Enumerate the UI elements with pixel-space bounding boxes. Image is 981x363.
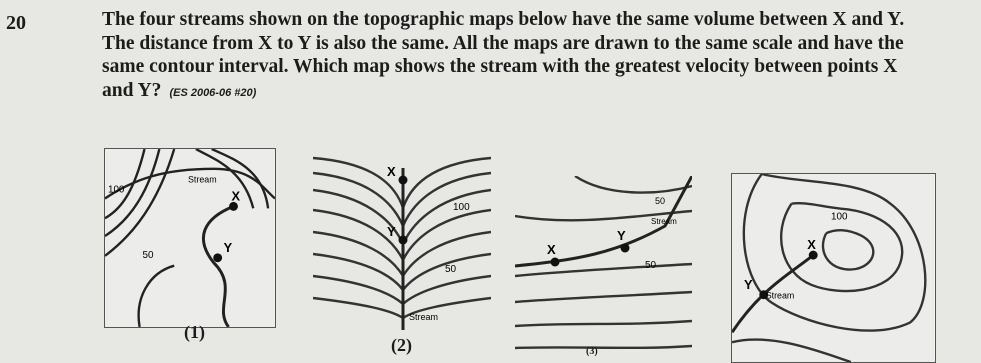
- map-3-caption: (3): [586, 346, 598, 357]
- map-3-x-label: X: [547, 242, 556, 257]
- map-3-stream-label: Stream: [651, 217, 677, 226]
- question-body: The four streams shown on the topographic maps below have the same volume between X and Y. The distance from X to Y is also the same. All the maps are drawn to the same scale and have the same contour interval. Which map shows the stream with the greatest velocity between points X and Y?: [102, 9, 905, 101]
- map-2-point-x: [399, 176, 408, 185]
- map-1-contour-label-50: 50: [142, 249, 154, 261]
- map-4-x-label: X: [807, 237, 816, 253]
- map-2-drawing: [313, 148, 491, 330]
- map-1-caption: (1): [184, 322, 205, 342]
- map-2-x-label: X: [387, 164, 396, 179]
- map-3-y-label: Y: [617, 228, 626, 243]
- map-3-point-y: [621, 244, 630, 253]
- map-4-stream-label: Stream: [765, 290, 795, 301]
- map-2-y-label: Y: [387, 224, 396, 239]
- map-1-x-label: X: [231, 188, 241, 204]
- map-4-contours: [732, 174, 925, 362]
- map-2-point-y: [399, 236, 408, 245]
- map-2-contour-label-100: 100: [453, 202, 470, 213]
- map-1-drawing: [105, 149, 275, 327]
- map-4-y-label: Y: [743, 276, 753, 292]
- map-1-contour-label-100: 100: [107, 184, 125, 196]
- map-4-drawing: [732, 174, 935, 362]
- map-1-stream: [203, 206, 233, 327]
- map-4-contour-label-100: 100: [831, 211, 848, 223]
- map-2-contour-label-50: 50: [445, 264, 457, 275]
- map-2-stream-label: Stream: [409, 312, 439, 322]
- question-source: (ES 2006-06 #20): [169, 86, 257, 99]
- question-text: [102, 8, 932, 105]
- map-4: [731, 173, 936, 363]
- map-3-contour-label-50b: 50: [645, 260, 657, 271]
- question-number: 20: [6, 12, 26, 34]
- map-1-stream-label: Stream: [188, 174, 217, 185]
- map-3-drawing: [515, 176, 692, 360]
- map-1-y-label: Y: [223, 239, 233, 255]
- map-1-point-y: [213, 253, 222, 262]
- map-1: [104, 148, 276, 328]
- map-3-point-x: [551, 258, 560, 267]
- map-2: [313, 148, 491, 330]
- map-3: [515, 176, 692, 360]
- map-3-contour-label-50a: 50: [655, 196, 666, 206]
- map-2-caption: (2): [391, 335, 412, 355]
